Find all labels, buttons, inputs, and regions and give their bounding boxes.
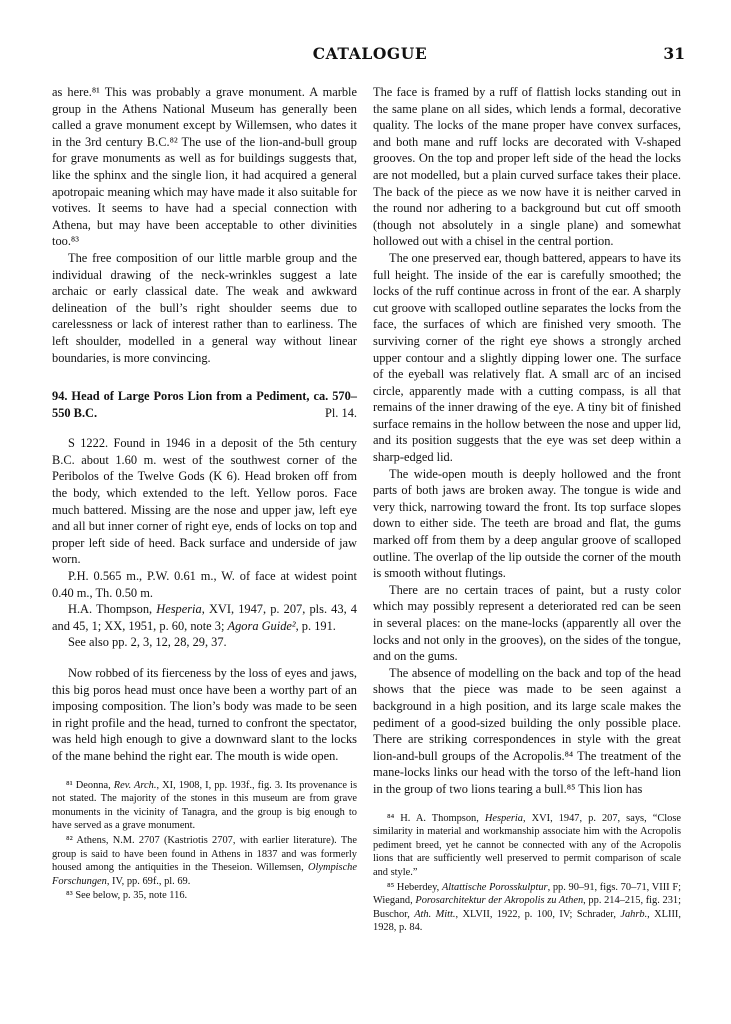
entry-measurements: P.H. 0.565 m., P.W. 0.61 m., W. of face at widest point 0.40 m., Th. 0.50 m. xyxy=(52,569,357,600)
entry-see-also: See also pp. 2, 3, 12, 28, 29, 37. xyxy=(68,635,227,650)
body-paragraph: The free composition of our little marble group and the individual drawing of the neck-wrinkles suggest a late archaic or early classical date. The weak and awkward delineation of the bull’s right shoulder seems due to carelessness or lack of interest rather than to earliness. The left shoulder, modelled in a general way without linear boundaries, is more convincing. xyxy=(52,250,357,365)
body-paragraph: The wide-open mouth is deeply hollowed and the front parts of both jaws are broken away. The tongue is wide and very thick, narrowing toward the front. Its top surface slopes down to either side. The teeth are broad and flat, the gums marked off from them by a deep angular groove of scalloped outline. The overlap of the lip outside the corner of the mouth is smooth without flutings. xyxy=(373,466,681,581)
entry-description: S 1222. Found in 1946 in a deposit of the 5th century B.C. about 1.60 m. west of the southwest corner of the Peribolos of the Twelve Gods (K 6). Head broken off from the body, which extended to the left. Yellow poros. Face much battered. Missing are the nose and upper jaw, left eye and all but inner corner of right eye, ends of locks on top and proper left side of heed. Back surface and underside of jaw worn. xyxy=(52,436,357,567)
right-column xyxy=(373,84,681,936)
body-paragraph: The one preserved ear, though battered, appears to have its full height. The inside of the ear is carefully smoothed; the locks of the ruff continue across in front of the ear. A sharply cut groove with scalloped outline separates the locks from the face, the surfaces of which are finished very smooth. The surviving corner of the right eye shows a strongly arched upper contour and a slightly dipping lower one. The surface of the eyeball was relatively flat. A small arc of an incised circle, apparently made with a cutting compass, is all that remains of the inner drawing of the eye. A tiny bit of finished surface remains in the hollow between the nose and upper lid, and its position suggests that the eye was set deep within a sharp-edged lid. xyxy=(373,250,681,465)
body-paragraph: The face is framed by a ruff of flattish locks standing out in the same plane on all sides, which lends a formal, decorative quality. The locks of the mane proper have convex surfaces, and both mane and ruff locks are decorated with V-shaped grooves. On the top and proper left side of the head the locks are not modelled, but a plain curved surface takes their place. The back of the piece as we now have it is neither carved in the round nor adhering to a background but cut off smooth (though not absolutely in a single plane) and somewhat hollowed out with a chisel in the central portion. xyxy=(373,85,681,249)
body-paragraph: as here.⁸¹ This was probably a grave monument. A marble group in the Athens National Museum has generally been called a grave monument except by Willemsen, who dates it in the 3rd century B.C.⁸² The use of the lion-and-bull group for grave monuments as well as for buildings suggests that, like the sphinx and the single lion, it had acquired a general apotropaic meaning which may have made it also suitable for votives. It seems to have had a special connection with Athena, but may have been acceptable to other divinities too.⁸³ xyxy=(52,85,357,249)
entry-title: 94. Head of Large Poros Lion from a Pediment, ca. 570–550 B.C. xyxy=(52,389,357,420)
footnote-85: ⁸⁵ Heberdey, Altattische Porosskulptur, pp. 90–91, figs. 70–71, VIII F; Wiegand, Porosarchitektur der Akropolis zu Athen, pp. 214–215, fig. 231; Buschor, Ath. Mitt., XLVII, 1922, p. 100, IV; Schrader, Jahrb., XLIII, 1928, p. 84. xyxy=(373,881,681,934)
left-column xyxy=(52,84,357,904)
footnote-84: ⁸⁴ H. A. Thompson, Hesperia, XVI, 1947, p. 207, says, “Close similarity in material and workmanship associate him with the Acropolis pediment breed, yet he cannot be connected with any of the Acropolis lions that are sufficiently well preserved to permit comparison of scale and style.” xyxy=(373,812,681,878)
catalogue-entry-heading xyxy=(52,388,357,421)
body-paragraph: There are no certain traces of paint, but a rusty color which may possibly represent a deteriorated red can be seen in several places: on the mane-locks (apparently all over the locks and not only in the grooves), on the sides of the tongue, and on the gums. xyxy=(373,582,681,664)
footnotes-right xyxy=(373,812,681,935)
footnote-81: ⁸¹ Deonna, Rev. Arch., XI, 1908, I, pp. 193f., fig. 3. Its provenance is not stated. The majority of the stones in this museum are from grave monuments in the vicinity of Tanagra, and the group is big enough to have served as a grave monument. xyxy=(52,779,357,832)
page-title: CATALOGUE xyxy=(312,44,428,63)
footnote-82: ⁸² Athens, N.M. 2707 (Kastriotis 2707, with earlier literature). The group is said to have been found in Athens in 1837 and was formerly housed among the antiquities in the Theseion. Willemsen, Olympische Forschungen, IV, pp. 69f., pl. 69. xyxy=(52,834,357,887)
page-number: 31 xyxy=(663,44,685,63)
body-paragraph: The absence of modelling on the back and top of the head shows that the piece was made to be seen against a background in a high position, and its large scale makes the pediment of a good-sized building the only possible place. There are striking correspondences in style with the great lion-and-bull groups of the Acropolis.⁸⁴ The treatment of the mane-locks links our head with the torso of the left-hand lion in the group of two lions tearing a bull.⁸⁵ This lion has xyxy=(373,665,681,796)
entry-bibliography: H.A. Thompson, Hesperia, XVI, 1947, p. 207, pls. 43, 4 and 45, 1; XX, 1951, p. 60, note 3; Agora Guide², p. 191. xyxy=(52,602,358,633)
plate-reference: Pl. 14. xyxy=(324,405,357,420)
body-paragraph: Now robbed of its fierceness by the loss of eyes and jaws, this big poros head must once have been a worthy part of an imposing composition. The lion’s body was made to be seen in right profile and the head, turned to confront the spectator, was held high enough to give a downward slant to the locks of the mane behind the right ear. The mouth is wide open. xyxy=(52,666,357,763)
running-head xyxy=(55,44,685,66)
footnote-83: ⁸³ See below, p. 35, note 116. xyxy=(66,890,188,902)
footnotes-left xyxy=(52,779,357,903)
